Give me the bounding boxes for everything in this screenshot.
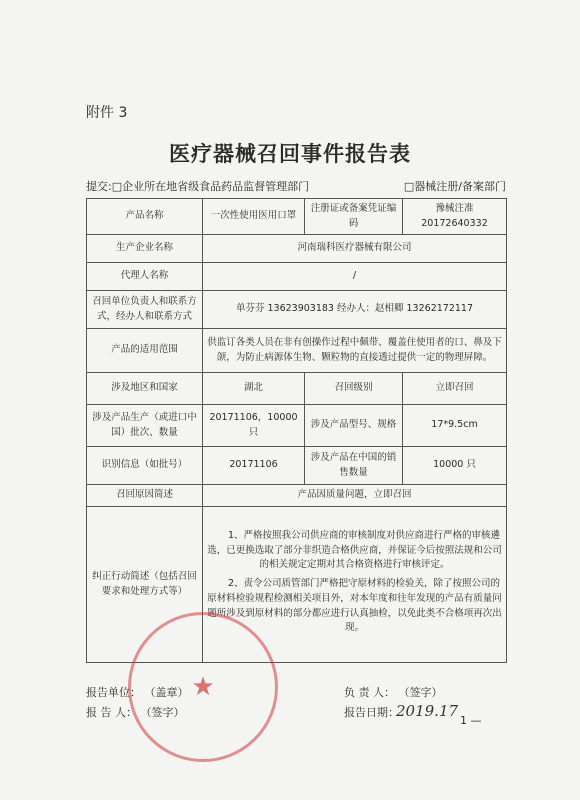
scope-label: 产品的适用范围 xyxy=(87,329,203,373)
batch-value: 20171106，10000 只 xyxy=(203,405,305,447)
region-value: 湖北 xyxy=(203,373,305,405)
product-name-label: 产品名称 xyxy=(87,199,203,235)
responsible-person: 负 责 人： （签字） xyxy=(344,686,443,699)
reason-value: 产品因质量问题，立即召回 xyxy=(203,485,507,507)
page-title: 医疗器械召回事件报告表 xyxy=(169,142,411,166)
recall-level-label: 召回级别 xyxy=(305,373,403,405)
action-label: 纠正行动简述（包括召回要求和处理方式等） xyxy=(87,507,203,663)
reg-cert-value: 豫械注准 20172640332 xyxy=(403,199,507,235)
attachment-label: 附件 3 xyxy=(86,105,128,121)
scope-value: 供监订各类人员在非有创操作过程中佩带、覆盖住使用者的口、鼻及下颌，为防止病源体生物、颗粒物的直接透过提供一定的物理屏障。 xyxy=(203,329,507,373)
page-number: 1 — xyxy=(460,714,482,727)
reason-label: 召回原因简述 xyxy=(87,485,203,507)
sales-value: 10000 只 xyxy=(403,447,507,485)
seal-star-icon: ★ xyxy=(191,672,215,702)
recall-level-value: 立即召回 xyxy=(403,373,507,405)
contacts-value: 单芬芬 13623903183 经办人：赵相卿 13262172117 xyxy=(203,291,507,329)
recall-report-table xyxy=(86,198,507,663)
submit-to-province: 提交:□企业所在地省级食品药品监督管理部门 xyxy=(86,180,310,193)
batch-label: 涉及产品生产（或进口中国）批次、数量 xyxy=(87,405,203,447)
submit-to-registration: □器械注册/备案部门 xyxy=(403,180,506,193)
reg-cert-label: 注册证或备案凭证编码 xyxy=(305,199,403,235)
handwritten-date: 2019.17 xyxy=(396,702,459,720)
contacts-label: 召回单位负责人和联系方式，经办人和联系方式 xyxy=(87,291,203,329)
model-value: 17*9.5cm xyxy=(403,405,507,447)
product-name-value: 一次性使用医用口罩 xyxy=(203,199,305,235)
manufacturer-label: 生产企业名称 xyxy=(87,235,203,263)
agent-value: / xyxy=(203,263,507,291)
report-date-label: 报告日期： xyxy=(344,706,399,719)
manufacturer-value: 河南瑞科医疗器械有限公司 xyxy=(203,235,507,263)
action-paragraph-1: 1、严格按照我公司供应商的审核制度对供应商进行严格的审核遴选，已更换选取了部分非织造合格供应商，并保证今后按照法规和公司的相关规定定期对其合格资格进行审核评定。 xyxy=(207,529,502,571)
reporter: 报 告 人： （签字） xyxy=(86,706,185,719)
action-paragraph-2: 2、责令公司质管部门严格把守原材料的检验关，除了按照公司的原材料检验规程检测相关项目外，对本年度和往年发现的产品有质量问题所涉及到原材料的部分都应进行认真抽检，以免此类不合格项再次出现。 xyxy=(207,578,502,634)
report-unit: 报告单位： （盖章） xyxy=(86,686,189,699)
id-value: 20171106 xyxy=(203,447,305,485)
sales-label: 涉及产品在中国的销售数量 xyxy=(305,447,403,485)
region-label: 涉及地区和国家 xyxy=(87,373,203,405)
model-label: 涉及产品型号、规格 xyxy=(305,405,403,447)
id-label: 识别信息（如批号） xyxy=(87,447,203,485)
agent-label: 代理人名称 xyxy=(87,263,203,291)
